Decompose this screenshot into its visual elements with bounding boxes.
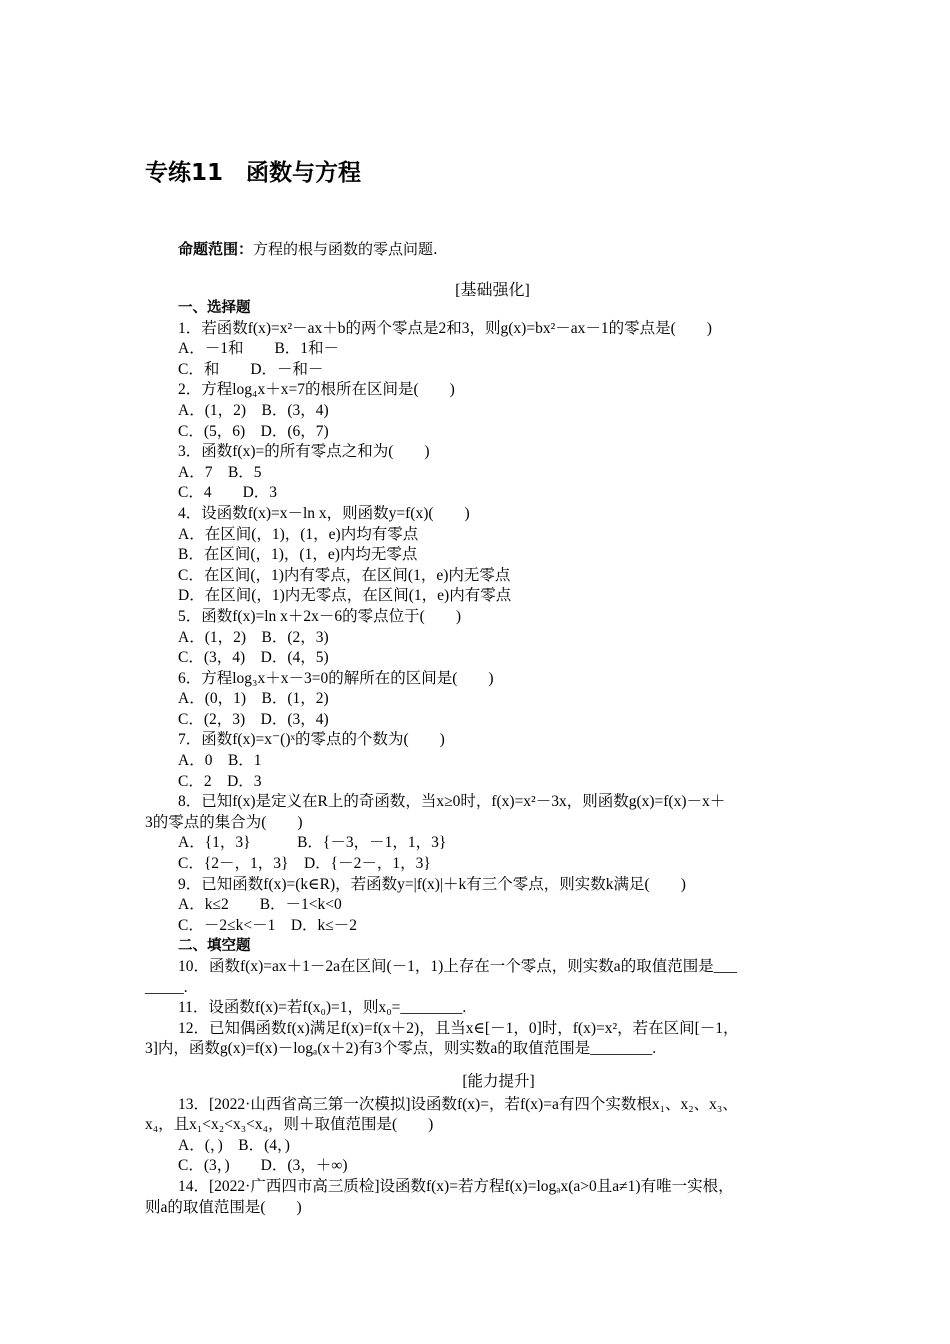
question-14-cont: 则a的取值范围是( ) [145,1198,302,1216]
page-title: 专练11 函数与方程 [145,160,362,186]
question-6: 6．方程log₃x＋x－3=0的解所在的区间是( ) [178,669,494,687]
question-8: 8．已知f(x)是定义在R上的奇函数，当x≥0时，f(x)=x²－3x，则函数g(x)=f(x)－x＋ [178,793,726,811]
question-11: 11．设函数f(x)=若f(x₀)=1，则x₀=________. [178,999,467,1017]
question-8-cont: 3的零点的集合为( ) [145,813,303,831]
question-5: 5．函数f(x)=ln x＋2x－6的零点位于( ) [178,607,461,625]
section-advanced: [能力提升] [462,1072,535,1090]
question-7: 7．函数f(x)=x⁻()ˣ的零点的个数为( ) [178,731,445,749]
question-13: 13．[2022·山西省高三第一次模拟]设函数f(x)=，若f(x)=a有四个实数根x₁、x₂、x₃、 [178,1095,738,1113]
option-line: C．和 D．－和－ [178,360,324,378]
part-heading-fill: 二、填空题 [178,938,251,955]
question-2: 2．方程log₄x＋x=7的根所在区间是( ) [178,381,455,399]
question-list [145,298,817,1218]
section-basic: [基础强化] [455,282,530,299]
question-3: 3．函数f(x)=的所有零点之和为( ) [178,443,430,461]
option-line: A．(1，2) B．(2，3) [178,628,329,646]
option-line: C．(2，3) D．(3，4) [178,710,329,728]
option-line: C．4 D．3 [178,484,278,502]
question-14: 14．[2022·广西四市高三质检]设函数f(x)=若方程f(x)=logₐx(a>0且a≠1)有唯一实根， [178,1177,734,1195]
option-line: A．0 B．1 [178,752,262,770]
option-line: C．2 D．3 [178,772,262,790]
option-line: A．－1和 B．1和－ [178,340,340,358]
option-line: C．{2－，1，3} D．{－2－，1，3} [178,855,431,873]
option-line: A．(1，2) B．(3，4) [178,401,329,419]
option-line: A．k≤2 B．－1<k<0 [178,896,342,914]
option-line: A．在区间(，1)，(1，e)内均有零点 [178,525,419,543]
scope-label: 命题范围： [178,240,254,258]
question-10-cont: _____. [145,978,188,996]
option-line: C．－2≤k<－1 D．k≤－2 [178,916,358,934]
part-heading-choice: 一、选择题 [178,300,251,316]
question-1: 1．若函数f(x)=x²－ax＋b的两个零点是2和3，则g(x)=bx²－ax－1的零点是( ) [178,319,712,337]
option-line: A．{1，3} B．{－3，－1，1，3} [178,834,447,852]
question-4: 4．设函数f(x)=x－ln x，则函数y=f(x)( ) [178,504,470,522]
question-12-cont: 3]内，函数g(x)=f(x)－logₐ(x＋2)有3个零点，则实数a的取值范围是________. [145,1040,657,1058]
scope-text: 方程的根与函数的零点问题. [253,240,438,258]
option-line: B．在区间(，1)，(1，e)内均无零点 [178,546,418,564]
question-13-cont: x₄，且x₁<x₂<x₃<x₄，则＋取值范围是( ) [145,1116,434,1134]
option-line: C．(3，) D．(3，＋∞) [178,1157,348,1175]
question-10: 10．函数f(x)=ax＋1－2a在区间(－1，1)上存在一个零点，则实数a的取值范围是___ [178,958,737,975]
option-line: A．(，) B．(4，) [178,1136,290,1154]
option-line: C．(3，4) D．(4，5) [178,649,329,667]
option-line: A．7 B．5 [178,463,262,481]
question-9: 9．已知函数f(x)=(k∈R)，若函数y=|f(x)|＋k有三个零点，则实数k满足( ) [178,875,686,893]
option-line: C．(5，6) D．(6，7) [178,422,329,440]
option-line: C．在区间(，1)内有零点，在区间(1，e)内无零点 [178,566,511,584]
option-line: A．(0，1) B．(1，2) [178,690,329,708]
scope-line [178,238,438,259]
option-line: D．在区间(，1)内无零点，在区间(1，e)内有零点 [178,587,512,605]
question-12: 12．已知偶函数f(x)满足f(x)=f(x＋2)，且当x∈[－1，0]时，f(x)=x²，若在区间[－1， [178,1019,739,1037]
